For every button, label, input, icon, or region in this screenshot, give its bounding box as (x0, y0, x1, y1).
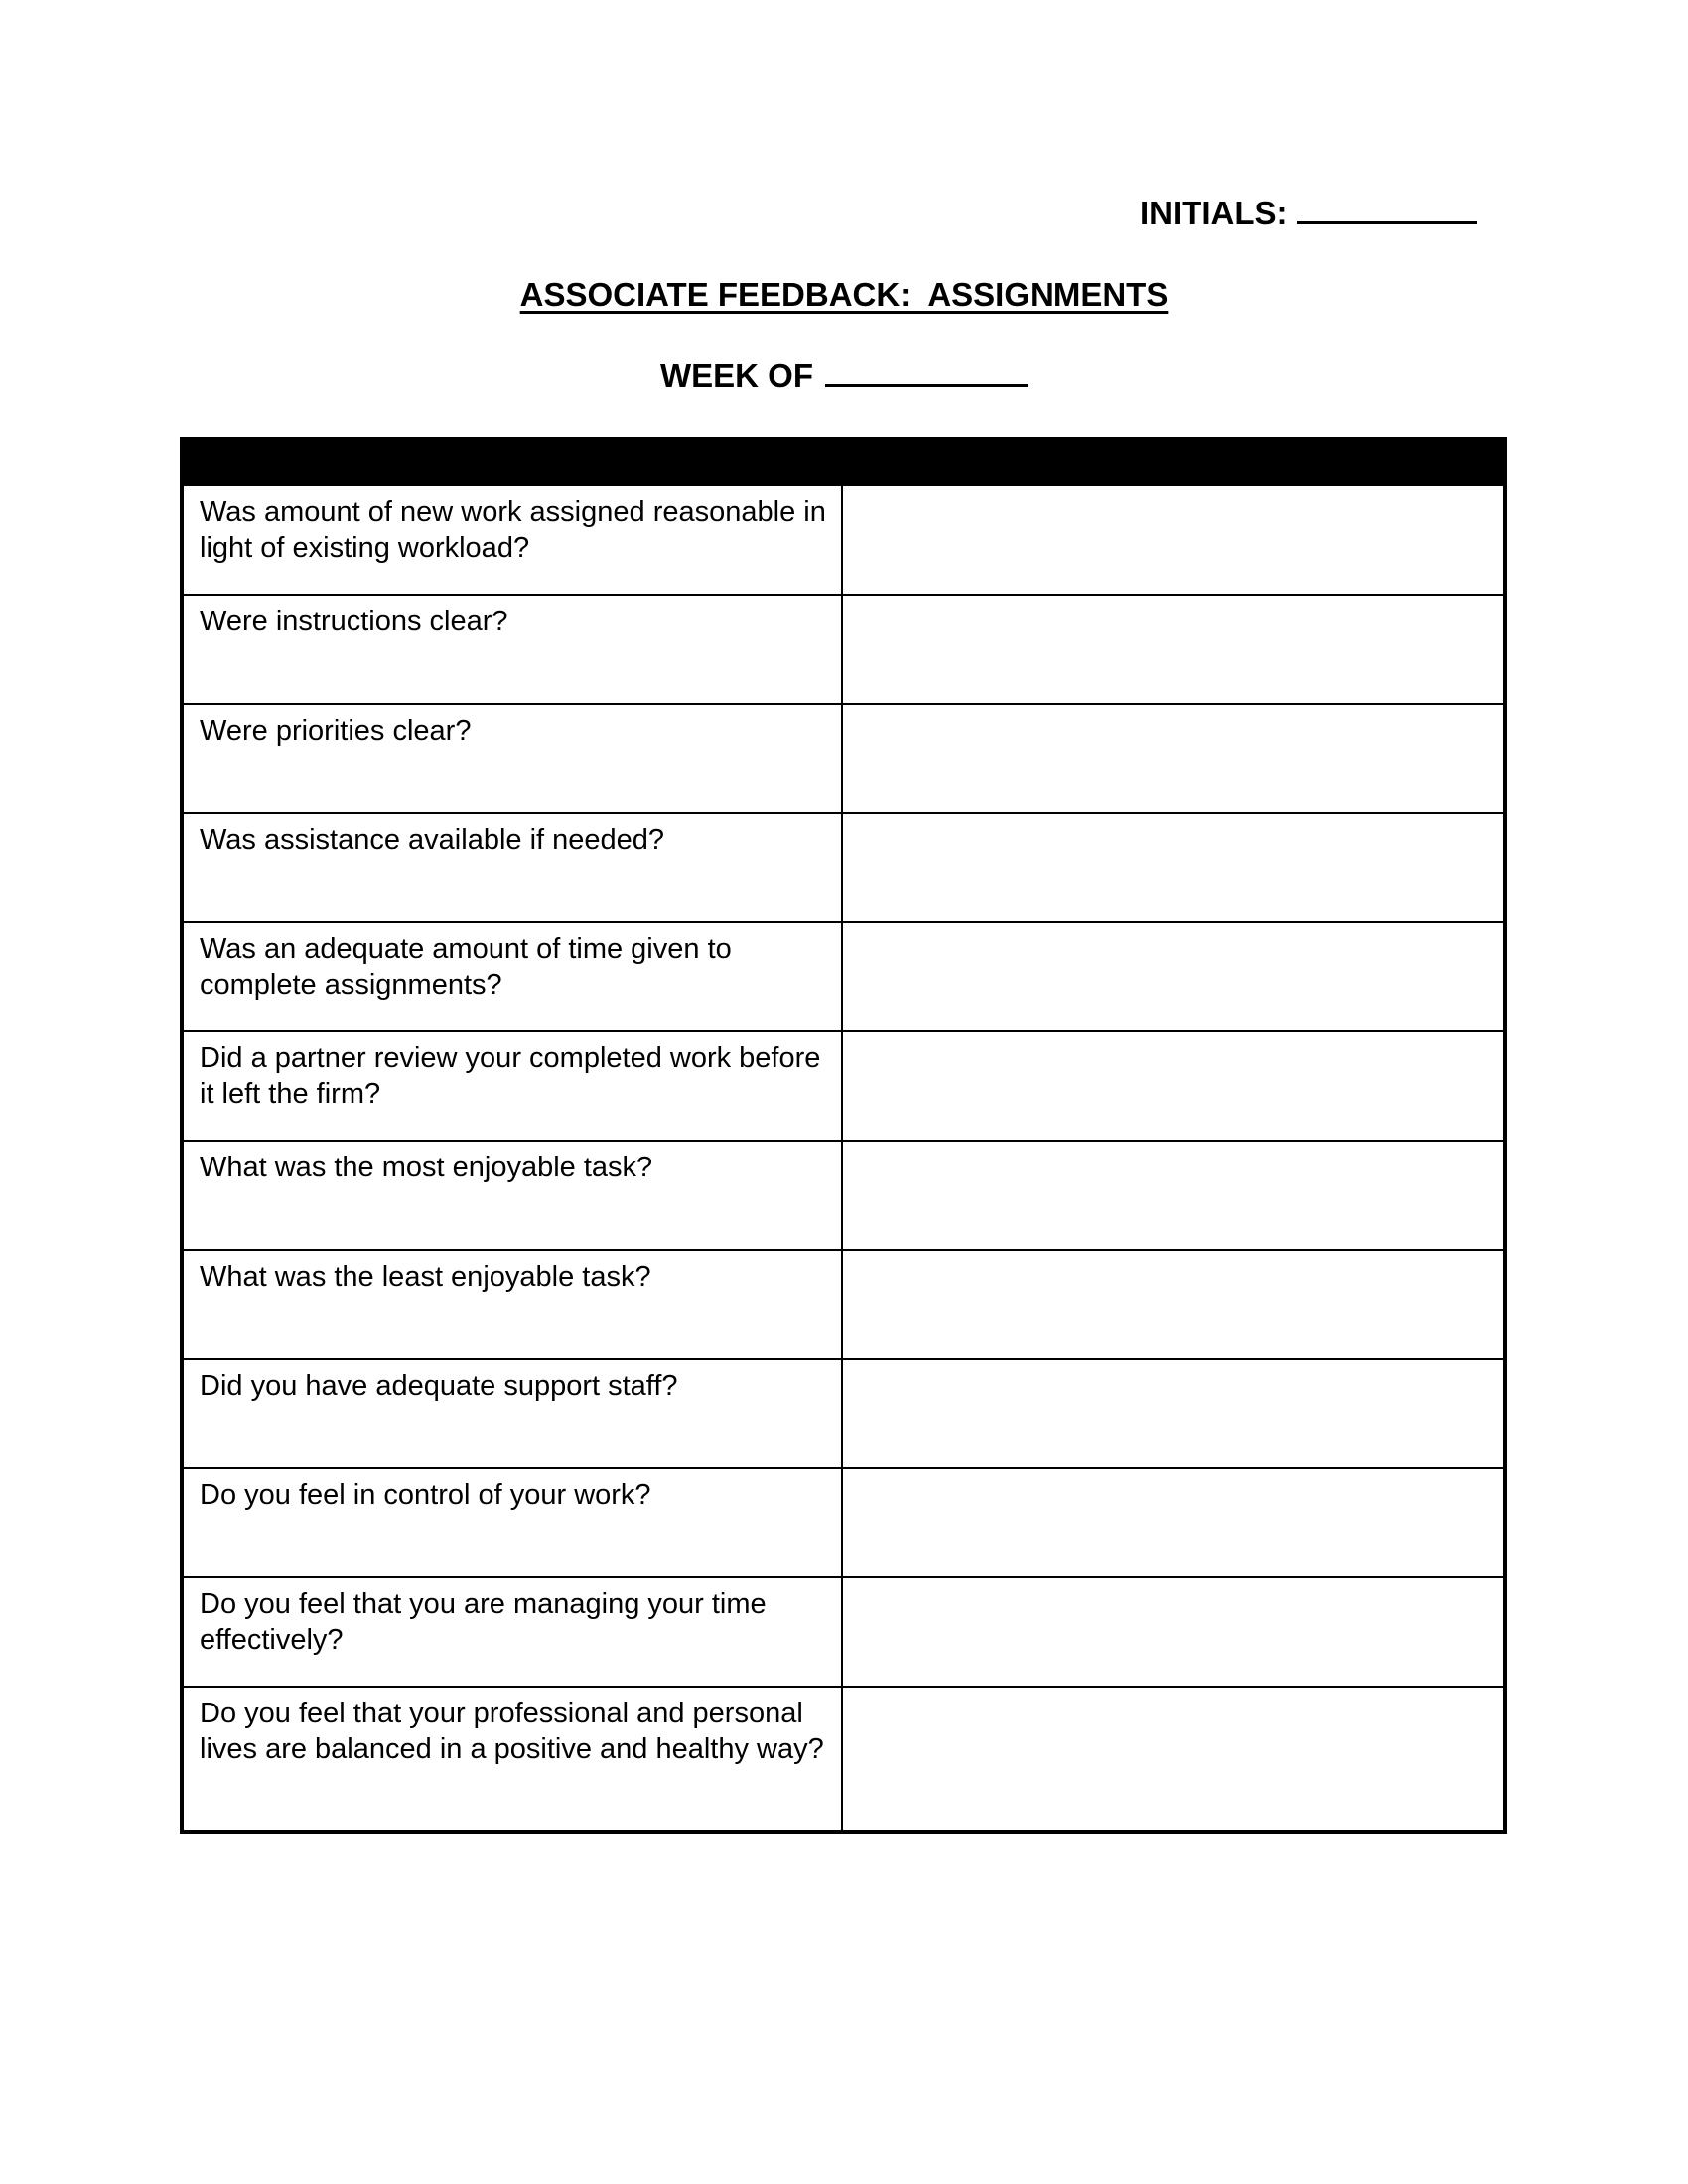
question-cell: Was amount of new work assigned reasonable in light of existing workload? (182, 485, 842, 595)
week-of-field (0, 357, 1688, 395)
table-row (182, 485, 1505, 595)
answer-cell[interactable] (842, 1031, 1505, 1141)
table-row (182, 813, 1505, 922)
answer-cell[interactable] (842, 1687, 1505, 1832)
question-cell: Do you feel that your professional and personal lives are balanced in a positive and healthy way? (182, 1687, 842, 1832)
answer-cell[interactable] (842, 922, 1505, 1031)
question-cell: Was assistance available if needed? (182, 813, 842, 922)
initials-field (1140, 195, 1477, 232)
page-title: ASSOCIATE FEEDBACK: ASSIGNMENTS (519, 276, 1169, 313)
feedback-table (180, 437, 1507, 1834)
answer-cell[interactable] (842, 1468, 1505, 1577)
question-cell: Were priorities clear? (182, 704, 842, 813)
answer-cell[interactable] (842, 1359, 1505, 1468)
answer-cell[interactable] (842, 1250, 1505, 1359)
table-row (182, 1687, 1505, 1832)
table-row (182, 922, 1505, 1031)
week-of-blank-line[interactable] (825, 380, 1028, 387)
table-row (182, 595, 1505, 704)
question-cell: Were instructions clear? (182, 595, 842, 704)
question-cell: Did you have adequate support staff? (182, 1359, 842, 1468)
initials-blank-line[interactable] (1297, 217, 1477, 224)
answer-cell[interactable] (842, 813, 1505, 922)
answer-cell[interactable] (842, 1141, 1505, 1250)
table-row (182, 1031, 1505, 1141)
question-cell: Did a partner review your completed work before it left the firm? (182, 1031, 842, 1141)
initials-label: INITIALS: (1140, 195, 1288, 231)
answer-cell[interactable] (842, 595, 1505, 704)
question-cell: Was an adequate amount of time given to complete assignments? (182, 922, 842, 1031)
question-cell: Do you feel in control of your work? (182, 1468, 842, 1577)
table-row (182, 1577, 1505, 1687)
table-row (182, 1250, 1505, 1359)
answer-cell[interactable] (842, 704, 1505, 813)
question-cell: What was the least enjoyable task? (182, 1250, 842, 1359)
week-of-label: WEEK OF (660, 357, 813, 394)
question-cell: What was the most enjoyable task? (182, 1141, 842, 1250)
answer-cell[interactable] (842, 1577, 1505, 1687)
table-header-bar (182, 439, 1505, 485)
table-row (182, 1468, 1505, 1577)
table-row (182, 1141, 1505, 1250)
answer-cell[interactable] (842, 485, 1505, 595)
table-row (182, 1359, 1505, 1468)
question-cell: Do you feel that you are managing your time effectively? (182, 1577, 842, 1687)
table-row (182, 704, 1505, 813)
